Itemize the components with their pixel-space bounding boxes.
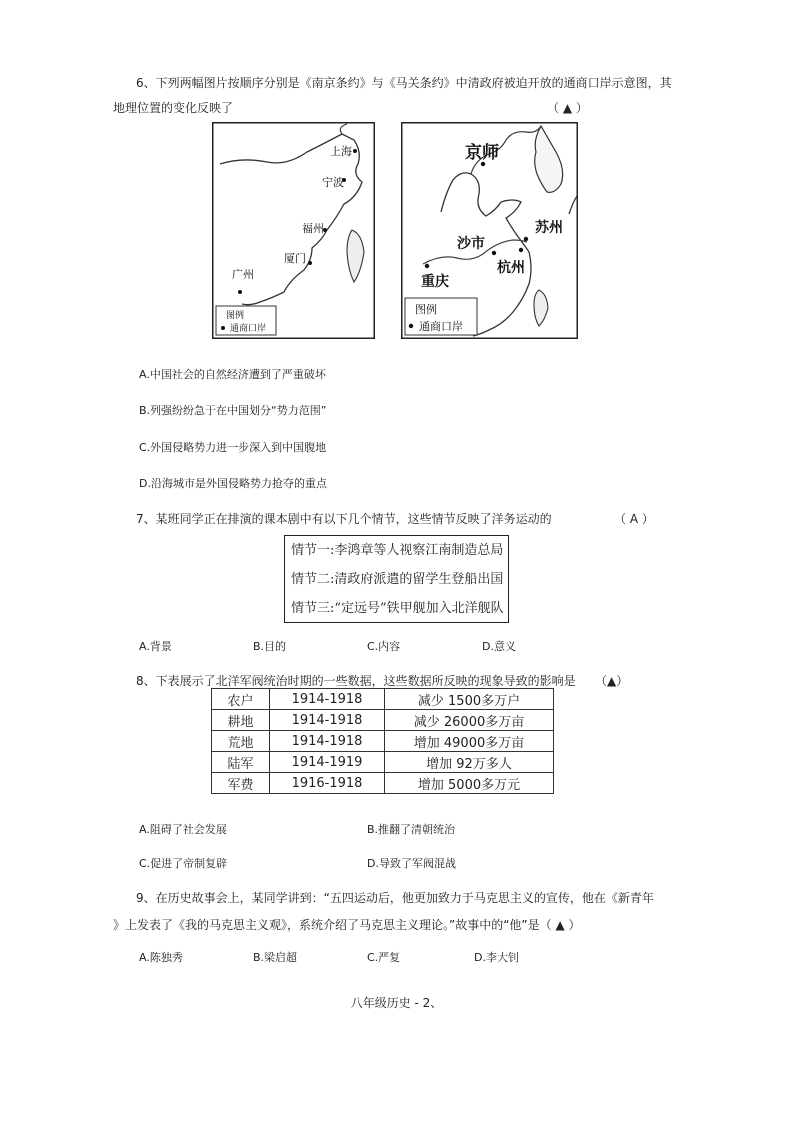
map-shimonoseki-svg — [401, 122, 578, 339]
table-cell: 军费 — [212, 773, 270, 794]
q6-option-a[interactable]: A.中国社会的自然经济遭到了严重破坏 — [139, 368, 326, 381]
city-label-fuzhou: 福州 — [302, 222, 324, 235]
q7-plot-box — [284, 535, 509, 623]
q7-option-c[interactable]: C.内容 — [367, 640, 401, 653]
q7-plot-2: 情节二:清政府派遣的留学生登船出国 — [291, 572, 504, 587]
city-label-guangzhou: 广州 — [232, 268, 254, 281]
q9-option-d[interactable]: D.李大钊 — [474, 951, 519, 964]
city-dot-shanghai — [353, 149, 357, 153]
q6-option-d[interactable]: D.沿海城市是外国侵略势力抢夺的重点 — [139, 477, 327, 490]
q7-stem: 7、某班同学正在排演的课本剧中有以下几个情节，这些情节反映了洋务运动的 — [136, 512, 552, 526]
city-dot-suzhou — [524, 237, 528, 241]
table-cell: 农户 — [212, 689, 270, 710]
city-label-chongqing: 重庆 — [421, 274, 449, 290]
q8-option-d[interactable]: D.导致了军阀混战 — [367, 857, 456, 870]
table-cell: 1914-1919 — [270, 752, 385, 773]
table-cell: 陆军 — [212, 752, 270, 773]
q6-stem-line2: 地理位置的变化反映了 — [113, 101, 234, 115]
q6-answer: （ ▲ ） — [547, 101, 588, 115]
city-dot-xiamen — [308, 261, 312, 265]
q8-stem: 8、下表展示了北洋军阀统治时期的一些数据，这些数据所反映的现象导致的影响是 — [136, 674, 576, 688]
table-row — [212, 689, 554, 710]
q7-option-d[interactable]: D.意义 — [482, 640, 516, 653]
map1-legend-item: 通商口岸 — [230, 324, 267, 334]
city-label-suzhou: 苏州 — [535, 220, 563, 236]
table-cell: 1914-1918 — [270, 710, 385, 731]
table-cell: 增加 5000多万元 — [385, 773, 554, 794]
city-label-shanghai: 上海 — [330, 145, 352, 158]
q8-answer: （▲） — [595, 674, 629, 688]
q8-table-body — [212, 689, 554, 794]
map2-legend-item: 通商口岸 — [419, 320, 463, 333]
city-label-ningbo: 宁波 — [322, 176, 344, 189]
city-dot-guangzhou — [238, 290, 242, 294]
table-cell: 增加 92万多人 — [385, 752, 554, 773]
table-cell: 1916-1918 — [270, 773, 385, 794]
map-nanjing-treaty-ports — [212, 122, 375, 339]
table-cell: 1914-1918 — [270, 731, 385, 752]
table-cell: 1914-1918 — [270, 689, 385, 710]
city-dot-hangzhou — [519, 248, 523, 252]
table-row — [212, 710, 554, 731]
q8-option-c[interactable]: C.促进了帝制复辟 — [139, 857, 228, 870]
q7-option-a[interactable]: A.背景 — [139, 640, 172, 653]
q6-option-c[interactable]: C.外国侵略势力进一步深入到中国腹地 — [139, 441, 327, 454]
table-cell: 减少 1500多万户 — [385, 689, 554, 710]
city-label-xiamen: 厦门 — [284, 252, 306, 265]
q7-option-b[interactable]: B.目的 — [253, 640, 287, 653]
map1-legend-dot — [221, 326, 225, 330]
city-label-hangzhou: 杭州 — [497, 260, 525, 276]
city-label-jingshi: 京师 — [465, 143, 499, 163]
city-dot-shashi — [492, 251, 496, 255]
page-footer: 八年级历史 - 2、 — [350, 996, 443, 1010]
city-dot-chongqing — [425, 264, 429, 268]
q9-option-b[interactable]: B.梁启超 — [253, 951, 298, 964]
table-cell: 减少 26000多万亩 — [385, 710, 554, 731]
q9-option-c[interactable]: C.严复 — [367, 951, 401, 964]
q9-stem-line1: 9、在历史故事会上，某同学讲到：“五四运动后，他更加致力于马克思主义的宣传，他在《新青年 — [136, 891, 654, 905]
table-row — [212, 731, 554, 752]
q6-stem-line1: 6、下列两幅图片按顺序分别是《南京条约》与《马关条约》中清政府被迫开放的通商口岸示意图，其 — [136, 76, 672, 90]
q7-plot-1: 情节一:李鸿章等人视察江南制造总局 — [291, 543, 504, 558]
map1-legend-title: 图例 — [226, 311, 245, 321]
table-cell: 增加 49000多万亩 — [385, 731, 554, 752]
q7-plot-3: 情节三:“定远号”铁甲舰加入北洋舰队 — [291, 601, 504, 616]
map2-legend-dot — [409, 324, 413, 328]
q8-option-a[interactable]: A.阻碍了社会发展 — [139, 823, 227, 836]
table-cell: 耕地 — [212, 710, 270, 731]
table-cell: 荒地 — [212, 731, 270, 752]
q9-option-a[interactable]: A.陈独秀 — [139, 951, 183, 964]
q9-stem-line2: 》上发表了《我的马克思主义观》，系统介绍了马克思主义理论。”故事中的“他”是（ ▲ ） — [113, 918, 581, 932]
map-shimonoseki-treaty-ports — [401, 122, 578, 339]
table-row — [212, 752, 554, 773]
city-label-shashi: 沙市 — [457, 236, 485, 252]
q8-option-b[interactable]: B.推翻了清朝统治 — [367, 823, 456, 836]
q8-data-table — [211, 688, 554, 794]
q7-answer: （ A ） — [614, 512, 654, 526]
map2-legend-title: 图例 — [415, 303, 437, 316]
table-row — [212, 773, 554, 794]
q6-option-b[interactable]: B.列强纷纷急于在中国划分“势力范围” — [139, 404, 327, 417]
map-nanjing-svg — [212, 122, 375, 339]
